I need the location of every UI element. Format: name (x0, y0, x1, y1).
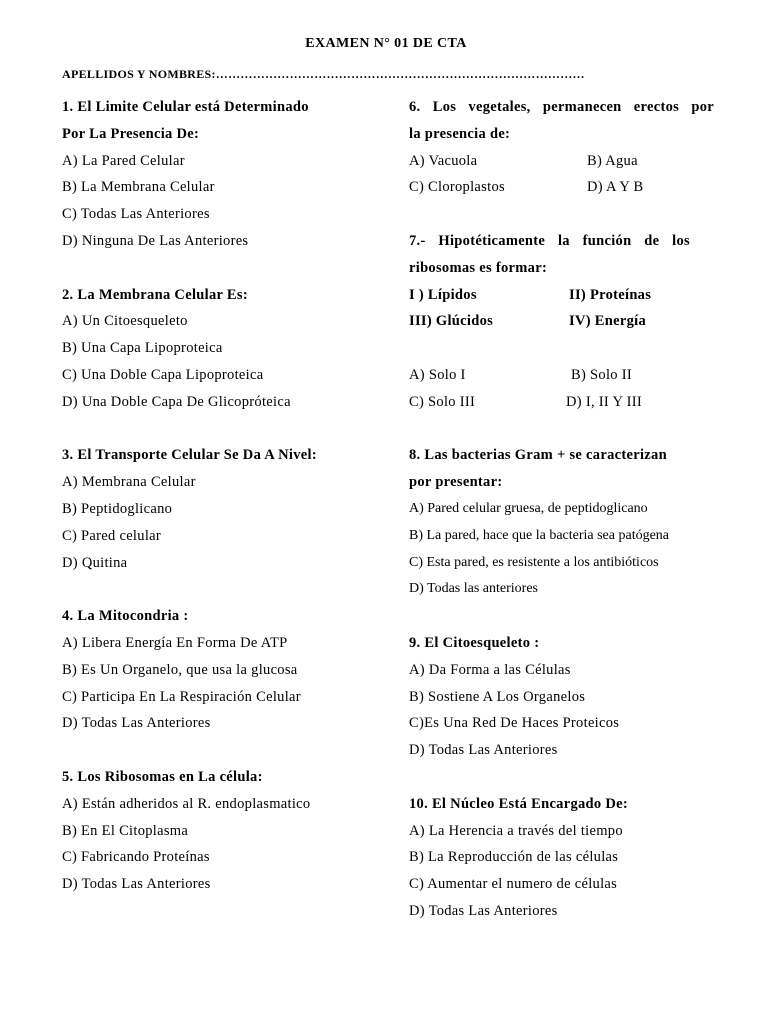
q7-item-i: I ) Lípidos (409, 286, 477, 303)
q6-option-b: B) Agua (587, 152, 638, 169)
question-1-line-2: Por La Presencia De: (62, 125, 200, 142)
question-6-line-1: 6. Los vegetales, permanecen erectos por (409, 99, 714, 115)
q8-option-d: D) Todas las anteriores (409, 581, 539, 597)
question-8-line-1: 8. Las bacterias Gram + se caracterizan (409, 447, 667, 464)
question-4: 4. La Mitocondria : (62, 608, 189, 625)
q7-options-row-2 (409, 389, 714, 416)
q6-option-c: C) Cloroplastos (409, 179, 505, 196)
q7-option-a: A) Solo I (409, 366, 466, 383)
q5-option-c: C) Fabricando Proteínas (62, 849, 210, 866)
q7-item-iv: IV) Energía (569, 313, 647, 330)
q3-option-b: B) Peptidoglicano (62, 500, 173, 517)
q7-item-ii: II) Proteínas (569, 286, 652, 303)
q1-option-a: A) La Pared Celular (62, 152, 185, 169)
q7-option-c: C) Solo III (409, 393, 476, 410)
q5-option-d: D) Todas Las Anteriores (62, 876, 211, 893)
right-column (409, 94, 714, 925)
q6-option-a: A) Vacuola (409, 152, 478, 169)
q2-option-c: C) Una Doble Capa Lipoproteica (62, 366, 264, 383)
q7-options-row-1 (409, 362, 714, 389)
q10-option-c: C) Aumentar el numero de células (409, 876, 618, 893)
question-6-line-2: la presencia de: (409, 125, 511, 142)
q2-option-a: A) Un Citoesqueleto (62, 313, 188, 330)
question-5: 5. Los Ribosomas en La célula: (62, 768, 263, 785)
q3-option-d: D) Quitina (62, 554, 128, 571)
q7-items-row-2 (409, 308, 714, 335)
q3-option-a: A) Membrana Celular (62, 474, 196, 491)
left-column (62, 94, 397, 898)
question-9: 9. El Citoesqueleto : (409, 634, 540, 651)
q7-items-row-1 (409, 282, 714, 309)
question-8-line-2: por presentar: (409, 474, 503, 491)
q7-option-b: B) Solo II (571, 366, 632, 383)
q8-option-a: A) Pared celular gruesa, de peptidoglicano (409, 500, 648, 516)
q4-option-a: A) Libera Energía En Forma De ATP (62, 634, 288, 651)
question-10: 10. El Núcleo Está Encargado De: (409, 795, 629, 812)
q7-item-iii: III) Glúcidos (409, 313, 494, 330)
q1-option-b: B) La Membrana Celular (62, 179, 215, 196)
question-2: 2. La Membrana Celular Es: (62, 286, 248, 303)
q4-option-d: D) Todas Las Anteriores (62, 715, 211, 732)
names-field-label: APELLIDOS Y NOMBRES:……………………………………………………………………………… (62, 67, 585, 81)
q7-option-d: D) I, II Y III (566, 393, 642, 410)
q10-option-b: B) La Reproducción de las células (409, 849, 619, 866)
q1-option-c: C) Todas Las Anteriores (62, 206, 210, 223)
q8-option-b: B) La pared, hace que la bacteria sea patógena (409, 527, 670, 543)
q9-option-a: A) Da Forma a las Células (409, 661, 571, 678)
question-7-line-2: ribosomas es formar: (409, 259, 548, 276)
q8-option-c: C) Esta pared, es resistente a los antibióticos (409, 554, 659, 570)
q10-option-a: A) La Herencia a través del tiempo (409, 822, 623, 839)
q9-option-d: D) Todas Las Anteriores (409, 742, 558, 759)
q5-option-a: A) Están adheridos al R. endoplasmatico (62, 795, 311, 812)
q6-options-row-1 (409, 148, 714, 175)
q10-option-d: D) Todas Las Anteriores (409, 902, 558, 919)
q6-option-d: D) A Y B (587, 179, 644, 196)
q6-options-row-2 (409, 174, 714, 201)
exam-title: EXAMEN N° 01 DE CTA (305, 36, 467, 51)
q9-option-c: C)Es Una Red De Haces Proteicos (409, 715, 620, 732)
q4-option-c: C) Participa En La Respiración Celular (62, 688, 301, 705)
question-3: 3. El Transporte Celular Se Da A Nivel: (62, 447, 317, 464)
q1-option-d: D) Ninguna De Las Anteriores (62, 232, 249, 249)
q2-option-b: B) Una Capa Lipoproteica (62, 340, 223, 357)
q4-option-b: B) Es Un Organelo, que usa la glucosa (62, 661, 298, 678)
question-7-line-1: 7.- Hipotéticamente la función de los (409, 232, 690, 249)
q9-option-b: B) Sostiene A Los Organelos (409, 688, 586, 705)
q5-option-b: B) En El Citoplasma (62, 822, 189, 839)
q2-option-d: D) Una Doble Capa De Glicopróteica (62, 393, 291, 410)
question-1-line-1: 1. El Limite Celular está Determinado (62, 99, 309, 115)
q3-option-c: C) Pared celular (62, 527, 162, 544)
